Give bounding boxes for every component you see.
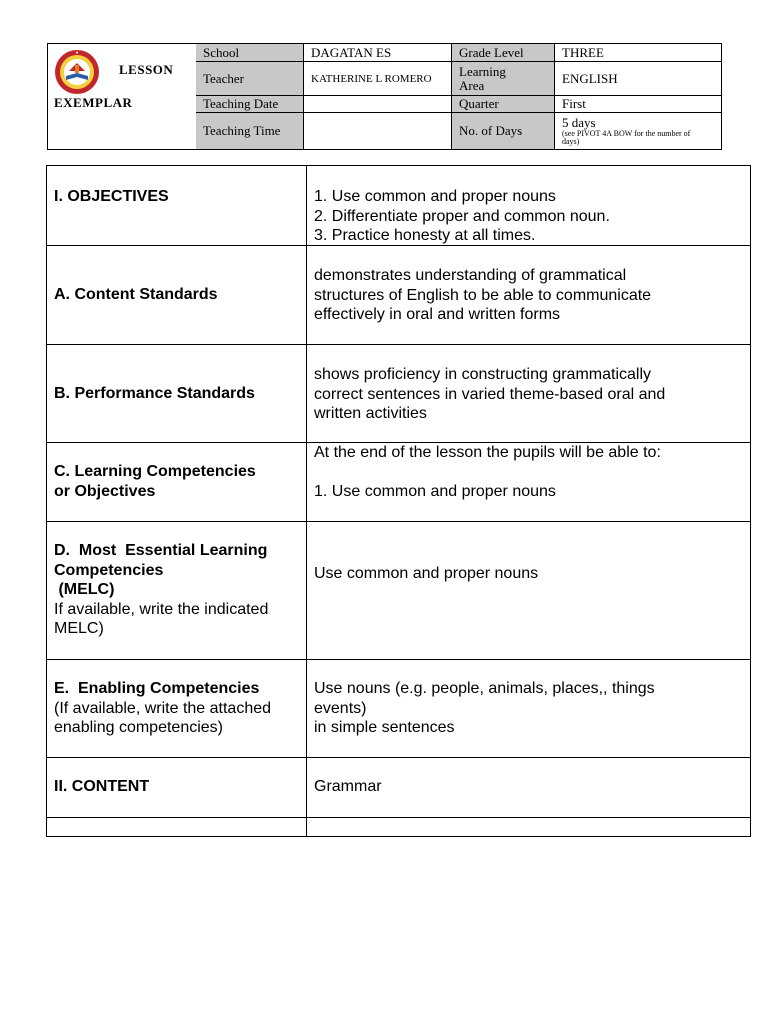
learning-competencies-line: [314, 463, 744, 483]
enabling-competencies-label-note: enabling competencies): [54, 719, 223, 736]
learning-area-label-line2: Area: [459, 77, 485, 93]
title-exemplar: EXEMPLAR: [54, 95, 133, 110]
melc-label-note-line: MELC): [54, 620, 104, 637]
lesson-plan-table: [46, 165, 751, 837]
content-value: Grammar: [314, 778, 382, 795]
performance-standards-value: [307, 345, 750, 442]
learning-area-label: [452, 62, 555, 96]
content-label: II. CONTENT: [54, 778, 150, 795]
table-row-enabling-competencies: [47, 660, 750, 758]
content-standards-line: structures of English to be able to communicate: [314, 286, 652, 304]
empty-cell-left: [47, 818, 306, 836]
objectives-value: [307, 166, 750, 245]
learning-area-value: ENGLISH: [555, 62, 721, 96]
table-row-learning-competencies: [47, 443, 750, 522]
objectives-line: 3. Practice honesty at all times.: [314, 227, 536, 244]
quarter-value: First: [555, 96, 721, 113]
melc-label-line: D. Most Essential Learning: [54, 542, 268, 559]
enabling-competencies-label-title: E. Enabling Competencies: [54, 680, 260, 697]
school-seal-icon: [54, 49, 100, 95]
teaching-date-label: Teaching Date: [196, 96, 304, 113]
learning-competencies-line: 1. Use common and proper nouns: [314, 483, 556, 500]
school-label: School: [196, 44, 304, 62]
enabling-competencies-value: [307, 660, 750, 757]
melc-label: [47, 522, 306, 659]
performance-standards-line: shows proficiency in constructing grammatically: [314, 366, 652, 383]
no-of-days-label: No. of Days: [452, 113, 555, 149]
title-lesson: LESSON: [119, 62, 174, 77]
teaching-time-value: [304, 113, 452, 149]
logo-cell: [48, 44, 197, 149]
content-standards-label: A. Content Standards: [54, 286, 218, 303]
performance-standards-line: correct sentences in varied theme-based oral and: [314, 385, 666, 403]
table-row-content-standards: [47, 246, 750, 345]
teaching-time-label: Teaching Time: [196, 113, 304, 149]
enabling-competencies-line: Use nouns (e.g. people, animals, places,, things: [314, 680, 655, 697]
learning-competencies-label-line: or Objectives: [54, 482, 156, 500]
grade-level-value: THREE: [555, 44, 721, 62]
learning-competencies-line: At the end of the lesson the pupils will be able to:: [314, 444, 661, 461]
quarter-label: Quarter: [452, 96, 555, 113]
learning-competencies-label-line: C. Learning Competencies: [54, 463, 256, 480]
no-of-days-note-line2: days): [562, 137, 580, 146]
content-standards-line: demonstrates understanding of grammatical: [314, 267, 627, 284]
content-standards-line: effectively in oral and written forms: [314, 306, 561, 323]
objectives-line: 1. Use common and proper nouns: [314, 188, 556, 205]
enabling-competencies-line: events): [314, 699, 367, 717]
table-row-content: [47, 758, 750, 818]
learning-area-label-line1: Learning: [459, 63, 506, 79]
no-of-days-value: 5 days: [562, 115, 596, 130]
teacher-label: Teacher: [196, 62, 304, 96]
objectives-label: I. OBJECTIVES: [54, 188, 169, 205]
teaching-date-value: [304, 96, 452, 113]
learning-competencies-value: [307, 443, 750, 521]
melc-label-note-line: If available, write the indicated: [54, 600, 269, 618]
melc-label-line: (MELC): [54, 581, 115, 598]
performance-standards-label: B. Performance Standards: [54, 385, 255, 402]
table-row-performance-standards: [47, 345, 750, 443]
empty-cell-right: [307, 818, 750, 836]
grade-level-label: Grade Level: [452, 44, 555, 62]
no-of-days-value-cell: [555, 113, 721, 149]
lesson-header-table: [47, 43, 722, 150]
school-value: DAGATAN ES: [304, 44, 452, 62]
table-row-objectives: [47, 166, 750, 246]
table-row-melc: [47, 522, 750, 660]
objectives-line: 2. Differentiate proper and common noun.: [314, 207, 610, 225]
enabling-competencies-label-note: (If available, write the attached: [54, 699, 272, 717]
enabling-competencies-label: [47, 660, 306, 757]
learning-competencies-label: [47, 443, 306, 521]
no-of-days-note-line1: (see PIVOT 4A BOW for the number of: [562, 129, 691, 138]
melc-value: Use common and proper nouns: [314, 565, 539, 582]
content-standards-value: [307, 246, 750, 344]
table-row-empty: [47, 818, 750, 836]
melc-label-line: Competencies: [54, 561, 164, 579]
enabling-competencies-line: in simple sentences: [314, 719, 455, 736]
performance-standards-line: written activities: [314, 405, 427, 422]
teacher-value: KATHERINE L ROMERO: [304, 62, 452, 96]
